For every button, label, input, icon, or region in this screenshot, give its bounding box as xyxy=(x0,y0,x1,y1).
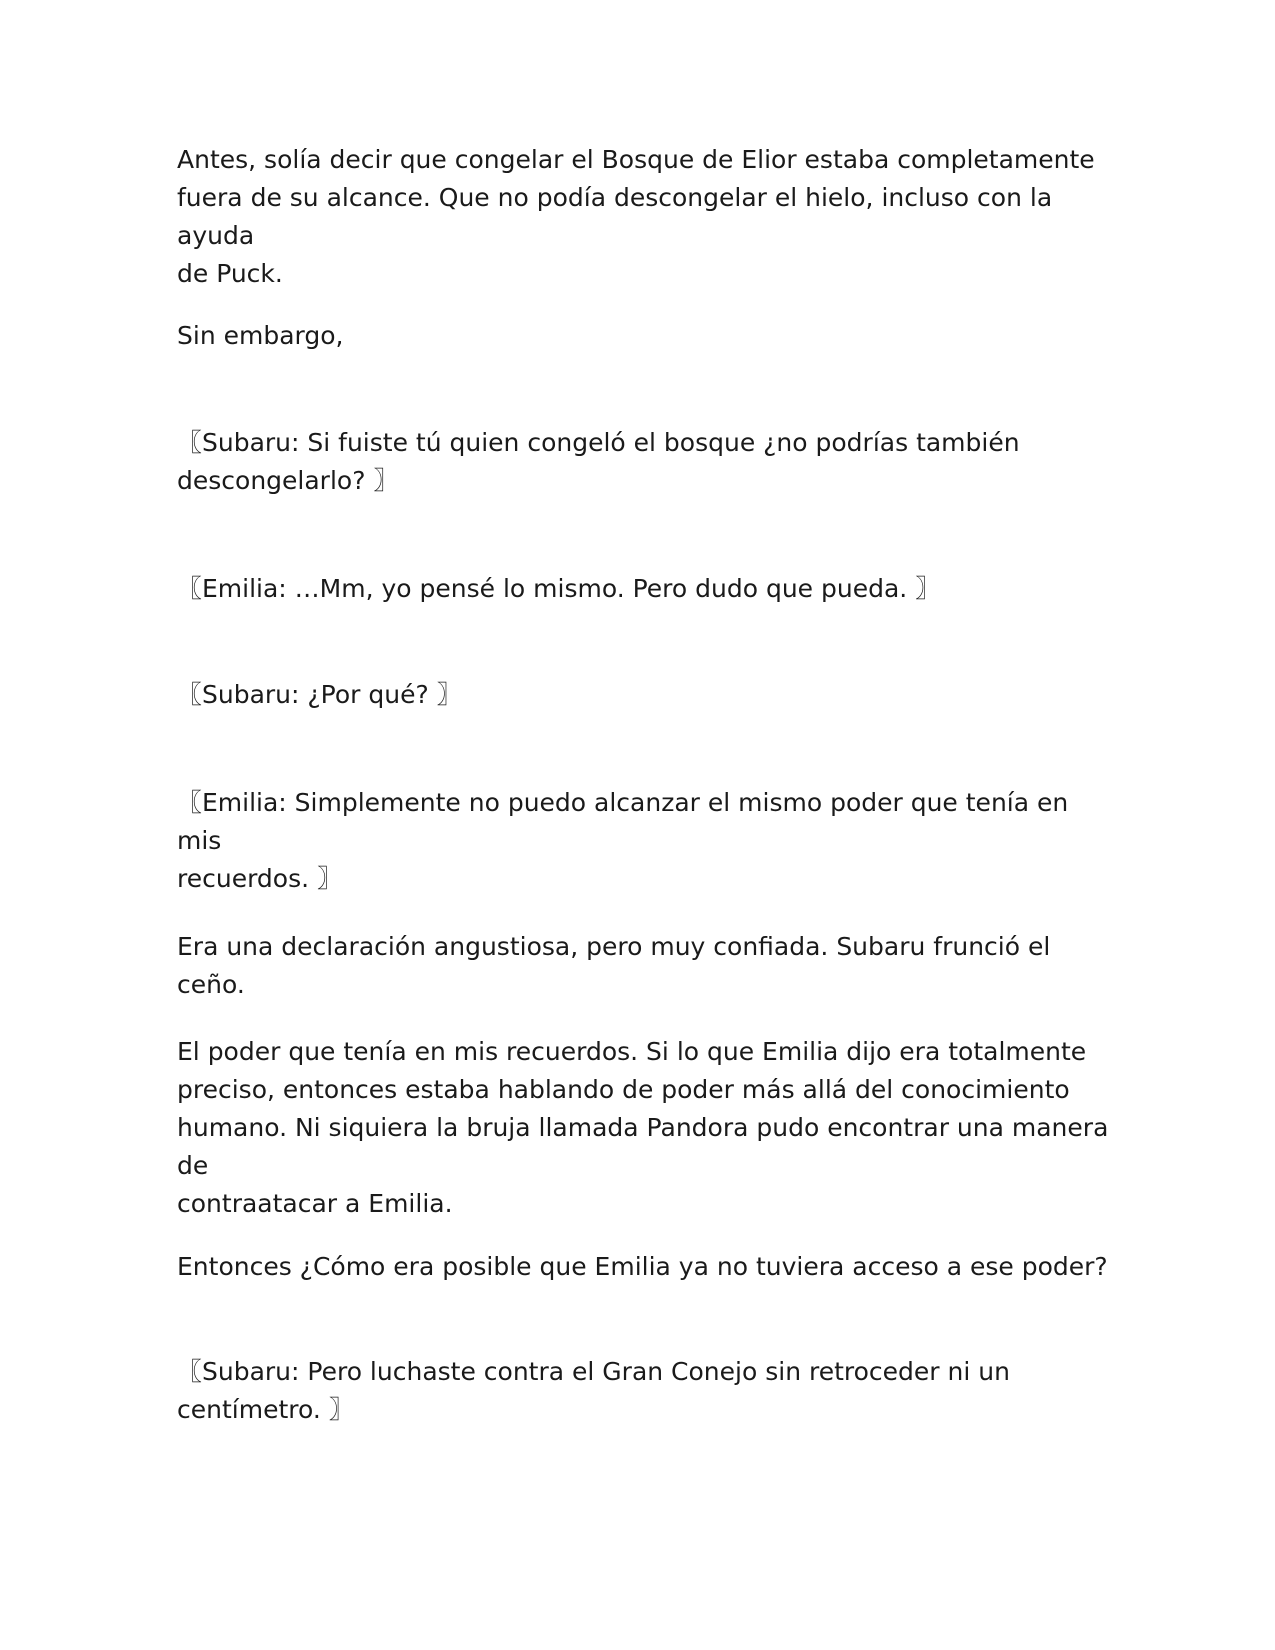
narration-paragraph: Era una declaración angustiosa, pero muy confiada. Subaru frunció el ceño. xyxy=(177,932,1051,999)
dialogue-line: 〖Emilia: Simplemente no puedo alcanzar el mismo poder que tenía en mis recuerdos. 〗 xyxy=(177,788,1069,893)
dialogue-line: 〖Subaru: ¿Por qué? 〗 xyxy=(177,680,462,709)
narration-paragraph: El poder que tenía en mis recuerdos. Si lo que Emilia dijo era totalmente preciso, entonces estaba hablando de poder más allá del conocimiento humano. Ni siquiera la bruja llamada Pandora pudo encontrar una manera de contraatacar a Emilia. xyxy=(177,1037,1109,1218)
narration-paragraph: Antes, solía decir que congelar el Bosque de Elior estaba completamente fuera de su alcance. Que no podía descongelar el hielo, incluso con la ayuda de Puck. xyxy=(177,145,1095,288)
dialogue-line: 〖Subaru: Pero luchaste contra el Gran Conejo sin retroceder ni un centímetro. 〗 xyxy=(177,1357,1010,1424)
dialogue-line: 〖Subaru: Si fuiste tú quien congeló el bosque ¿no podrías también descongelarlo? 〗 xyxy=(177,428,1020,495)
narration-paragraph: Sin embargo, xyxy=(177,321,344,350)
dialogue-line: 〖Emilia: …Mm, yo pensé lo mismo. Pero dudo que pueda. 〗 xyxy=(177,574,941,603)
narration-paragraph: Entonces ¿Cómo era posible que Emilia ya no tuviera acceso a ese poder? xyxy=(177,1252,1108,1281)
